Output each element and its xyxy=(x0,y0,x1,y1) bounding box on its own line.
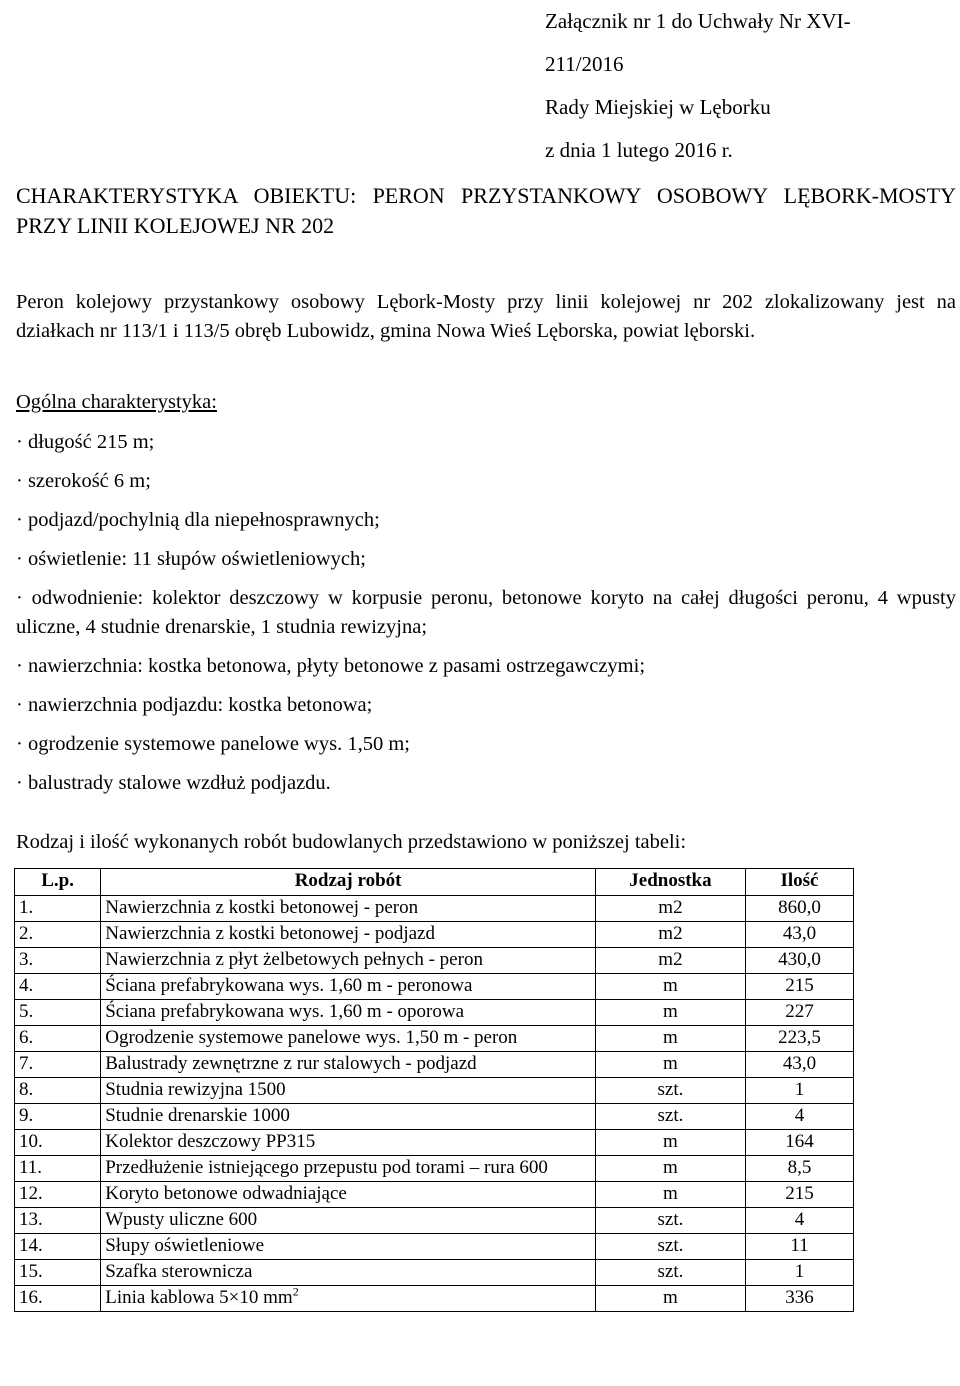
table-row xyxy=(15,1260,854,1286)
cell-quantity: 1 xyxy=(745,1260,853,1286)
table-intro: Rodzaj i ilość wykonanych robót budowlanych przedstawiono w poniższej tabeli: xyxy=(16,831,687,853)
cell-work-type-text: Linia kablowa 5×10 mm xyxy=(105,1287,293,1308)
cell-quantity: 164 xyxy=(745,1130,853,1156)
cell-work-type: Studnie drenarskie 1000 xyxy=(101,1104,596,1130)
cell-unit: szt. xyxy=(595,1104,745,1130)
table-row xyxy=(15,1000,854,1026)
cell-unit: m xyxy=(595,1286,745,1312)
cell-unit: m xyxy=(595,1000,745,1026)
cell-unit: m2 xyxy=(595,948,745,974)
cell-quantity: 4 xyxy=(745,1104,853,1130)
cell-unit: szt. xyxy=(595,1078,745,1104)
cell-lp: 2. xyxy=(15,922,101,948)
cell-lp: 14. xyxy=(15,1234,101,1260)
list-item: · szerokość 6 m; xyxy=(16,470,151,492)
table-row xyxy=(15,1026,854,1052)
cell-lp: 8. xyxy=(15,1078,101,1104)
cell-work-type xyxy=(101,1286,596,1312)
header-quantity: Ilość xyxy=(745,869,853,896)
cell-quantity: 11 xyxy=(745,1234,853,1260)
cell-lp: 1. xyxy=(15,896,101,922)
table-row xyxy=(15,974,854,1000)
table-row xyxy=(15,948,854,974)
header-unit: Jednostka xyxy=(595,869,745,896)
list-item: · nawierzchnia: kostka betonowa, płyty betonowe z pasami ostrzegawczymi; xyxy=(16,655,646,677)
header-work-type: Rodzaj robót xyxy=(101,869,596,896)
table-row xyxy=(15,1078,854,1104)
header-lp: L.p. xyxy=(15,869,101,896)
cell-unit: m xyxy=(595,974,745,1000)
cell-quantity: 43,0 xyxy=(745,922,853,948)
list-item: · odwodnienie: kolektor deszczowy w korpusie peronu, betonowe koryto na całej długości peronu, 4 wpusty uliczne, 4 studnie drenarskie, 1 studnia rewizyjna; xyxy=(16,587,956,638)
cell-work-type: Balustrady zewnętrzne z rur stalowych - podjazd xyxy=(101,1052,596,1078)
cell-work-type: Kolektor deszczowy PP315 xyxy=(101,1130,596,1156)
cell-work-type: Wpusty uliczne 600 xyxy=(101,1208,596,1234)
cell-lp: 12. xyxy=(15,1182,101,1208)
attachment-line-3: Rady Miejskiej w Lęborku xyxy=(545,95,771,119)
general-characteristics-title: Ogólna charakterystyka: xyxy=(16,391,217,413)
cell-lp: 7. xyxy=(15,1052,101,1078)
cell-unit: szt. xyxy=(595,1260,745,1286)
list-item: · nawierzchnia podjazdu: kostka betonowa; xyxy=(16,694,373,716)
table-row xyxy=(15,1182,854,1208)
cell-lp: 11. xyxy=(15,1156,101,1182)
cell-work-type: Koryto betonowe odwadniające xyxy=(101,1182,596,1208)
table-header-row xyxy=(15,869,854,896)
cell-quantity: 860,0 xyxy=(745,896,853,922)
cell-work-type: Przedłużenie istniejącego przepustu pod torami – rura 600 xyxy=(101,1156,596,1182)
cell-quantity: 227 xyxy=(745,1000,853,1026)
table-row xyxy=(15,1052,854,1078)
cell-quantity: 223,5 xyxy=(745,1026,853,1052)
cell-quantity: 8,5 xyxy=(745,1156,853,1182)
cell-lp: 16. xyxy=(15,1286,101,1312)
cell-work-type: Ogrodzenie systemowe panelowe wys. 1,50 m - peron xyxy=(101,1026,596,1052)
cell-lp: 6. xyxy=(15,1026,101,1052)
cell-unit: m xyxy=(595,1052,745,1078)
attachment-line-4: z dnia 1 lutego 2016 r. xyxy=(545,138,733,162)
list-item: · podjazd/pochylnią dla niepełnosprawnych; xyxy=(16,509,380,531)
cell-unit: m xyxy=(595,1026,745,1052)
cell-quantity: 336 xyxy=(745,1286,853,1312)
cell-work-type: Słupy oświetleniowe xyxy=(101,1234,596,1260)
table-row xyxy=(15,1104,854,1130)
cell-quantity: 43,0 xyxy=(745,1052,853,1078)
cell-work-type: Studnia rewizyjna 1500 xyxy=(101,1078,596,1104)
cell-lp: 10. xyxy=(15,1130,101,1156)
list-item: · ogrodzenie systemowe panelowe wys. 1,50 m; xyxy=(16,733,410,755)
cell-lp: 4. xyxy=(15,974,101,1000)
table-row xyxy=(15,896,854,922)
cell-quantity: 215 xyxy=(745,1182,853,1208)
cell-unit: szt. xyxy=(595,1208,745,1234)
intro-paragraph: Peron kolejowy przystankowy osobowy Lębork-Mosty przy linii kolejowej nr 202 zlokalizowany jest na działkach nr 113/1 i 113/5 obręb Lubowidz, gmina Nowa Wieś Lęborska, powiat lęborski. xyxy=(16,291,956,342)
cell-unit: szt. xyxy=(595,1234,745,1260)
cell-lp: 15. xyxy=(15,1260,101,1286)
works-table xyxy=(14,868,854,1312)
cell-lp: 9. xyxy=(15,1104,101,1130)
attachment-header xyxy=(545,0,945,172)
table-row xyxy=(15,922,854,948)
table-row xyxy=(15,1130,854,1156)
cell-quantity: 4 xyxy=(745,1208,853,1234)
cell-unit: m xyxy=(595,1156,745,1182)
cell-work-type: Nawierzchnia z kostki betonowej - peron xyxy=(101,896,596,922)
cell-work-type: Ściana prefabrykowana wys. 1,60 m - oporowa xyxy=(101,1000,596,1026)
cell-unit: m2 xyxy=(595,896,745,922)
cell-quantity: 430,0 xyxy=(745,948,853,974)
list-item: · długość 215 m; xyxy=(16,431,155,453)
cell-unit: m xyxy=(595,1182,745,1208)
cell-work-type: Szafka sterownicza xyxy=(101,1260,596,1286)
cell-unit: m2 xyxy=(595,922,745,948)
document-heading: CHARAKTERYSTYKA OBIEKTU: PERON PRZYSTANKOWY OSOBOWY LĘBORK-MOSTY PRZY LINII KOLEJOWEJ NR 202 xyxy=(16,183,956,238)
cell-lp: 5. xyxy=(15,1000,101,1026)
cell-lp: 3. xyxy=(15,948,101,974)
table-row xyxy=(15,1208,854,1234)
attachment-line-2: 211/2016 xyxy=(545,52,624,76)
list-item: · balustrady stalowe wzdłuż podjazdu. xyxy=(16,772,331,794)
cell-lp: 13. xyxy=(15,1208,101,1234)
table-row xyxy=(15,1286,854,1312)
superscript: 2 xyxy=(292,1284,299,1299)
cell-unit: m xyxy=(595,1130,745,1156)
cell-work-type: Nawierzchnia z płyt żelbetowych pełnych - peron xyxy=(101,948,596,974)
cell-work-type: Ściana prefabrykowana wys. 1,60 m - peronowa xyxy=(101,974,596,1000)
list-item: · oświetlenie: 11 słupów oświetleniowych; xyxy=(16,548,366,570)
cell-work-type: Nawierzchnia z kostki betonowej - podjazd xyxy=(101,922,596,948)
characteristics-list xyxy=(16,428,956,808)
table-row xyxy=(15,1234,854,1260)
cell-quantity: 215 xyxy=(745,974,853,1000)
attachment-line-1: Załącznik nr 1 do Uchwały Nr XVI- xyxy=(545,9,851,33)
table-row xyxy=(15,1156,854,1182)
cell-quantity: 1 xyxy=(745,1078,853,1104)
